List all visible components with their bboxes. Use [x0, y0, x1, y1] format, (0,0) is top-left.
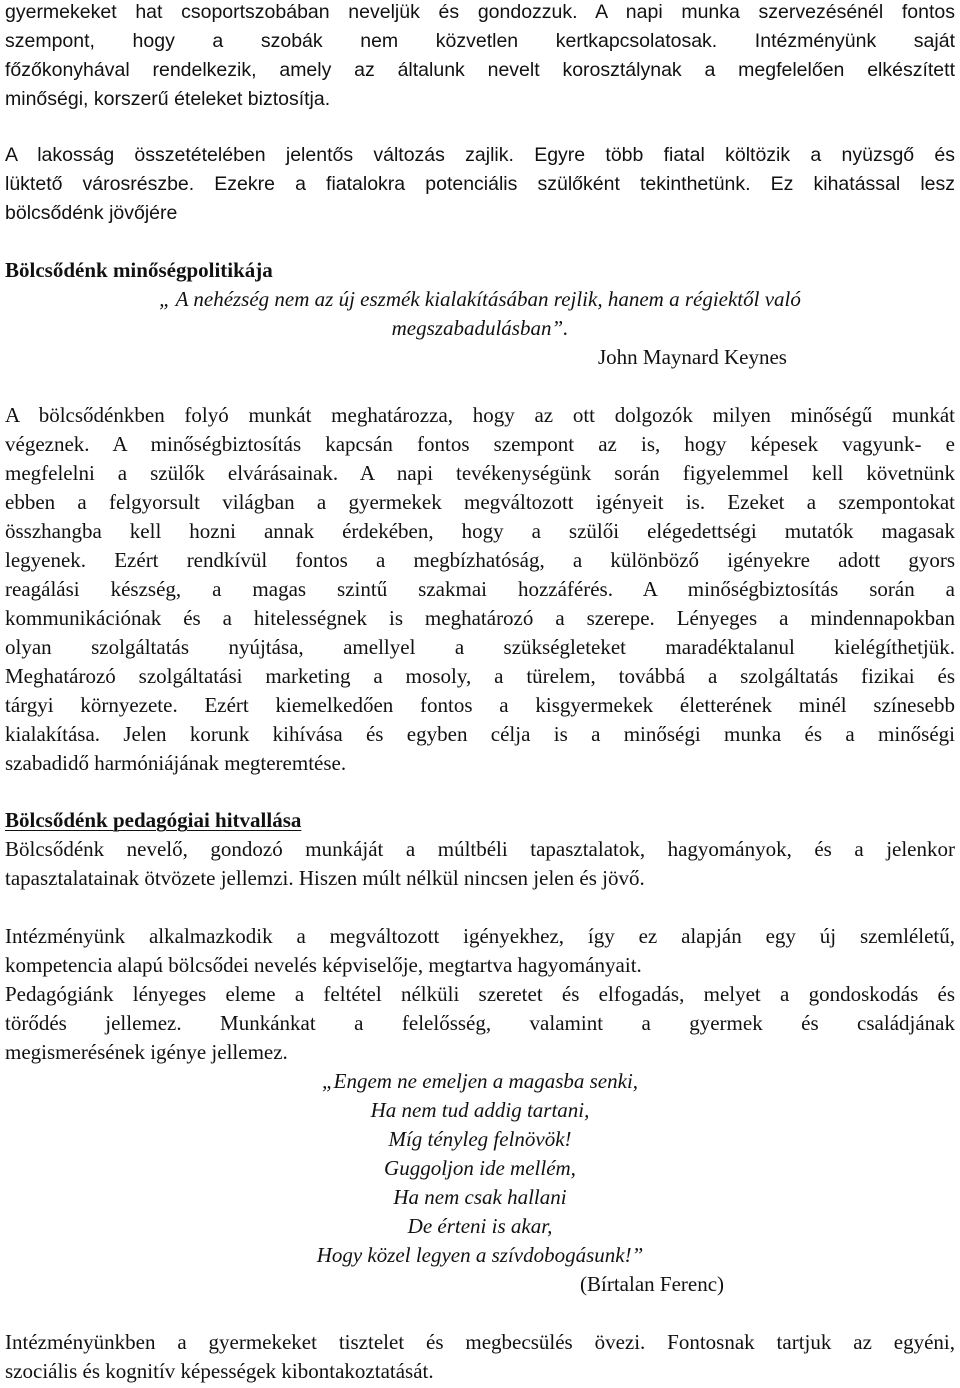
poem-line: Hogy közel legyen a szívdobogásunk!”	[316, 1243, 644, 1267]
pedagogy-heading: Bölcsődénk pedagógiai hitvallása	[5, 808, 302, 832]
keynes-quote-line: „ A nehézség nem az új eszmék kialakításában rejlik, hanem a régiektől való	[159, 287, 801, 311]
intro-line: gyermekeket hat csoportszobában neveljük és gondozzuk. A napi munka szervezésénél fontos	[5, 1, 955, 23]
keynes-quote-author: John Maynard Keynes	[598, 345, 787, 369]
pedagogy-line: Pedagógiánk lényeges eleme a feltétel nélküli szeretet és elfogadás, melyet a gondoskodás és	[5, 982, 955, 1006]
poem-line: Guggoljon ide mellém,	[384, 1156, 576, 1180]
quality-line: reagálási készség, a magas szintű szakmai hozzáférés. A minőségbiztosítás során a	[5, 577, 955, 601]
quality-line: legyenek. Ezért rendkívül fontos a megbízhatóság, a különböző igényekre adott gyors	[5, 548, 955, 572]
population-line: A lakosság összetételében jelentős változás zajlik. Egyre több fiatal költözik a nyüzsgő és	[5, 144, 955, 166]
pedagogy-line: törődés jellemez. Munkánkat a felelősség, valamint a gyermek és családjának	[5, 1011, 955, 1035]
poem-line: De érteni is akar,	[407, 1214, 553, 1238]
closing-line: szociális és kognitív képességek kibontakoztatását.	[5, 1359, 434, 1383]
quality-line: összhangba kell hozni annak érdekében, hogy a szülői elégedettségi mutatók magasak	[5, 519, 955, 543]
population-line: bölcsődénk jövőjére	[5, 202, 178, 224]
poem-line: „Engem ne emeljen a magasba senki,	[321, 1069, 639, 1093]
quality-line: kommunikációnak és a hitelességnek is meghatározó a szerepe. Lényeges a mindennapokban	[5, 606, 955, 630]
quality-line: szabadidő harmóniájának megteremtése.	[5, 751, 347, 775]
intro-line: szempont, hogy a szobák nem közvetlen kertkapcsolatosak. Intézményünk saját	[5, 30, 955, 52]
intro-line: minőségi, korszerű ételeket biztosítja.	[5, 88, 331, 110]
keynes-quote-line: megszabadulásban”.	[391, 316, 569, 340]
quality-line: végeznek. A minőségbiztosítás kapcsán fontos szempont az is, hogy képesek vagyunk- e	[5, 432, 955, 456]
quality-line: megfelelni a szülők elvárásainak. A napi tevékenységünk során figyelemmel kell követnünk	[5, 461, 955, 485]
pedagogy-line: Intézményünk alkalmazkodik a megváltozott igényekhez, így ez alapján egy új szemléletű,	[5, 924, 955, 948]
pedagogy-line: tapasztalatainak ötvözete jellemzi. Hiszen múlt nélkül nincsen jelen és jövő.	[5, 866, 645, 890]
poem-author: (Bírtalan Ferenc)	[580, 1272, 725, 1296]
quality-heading: Bölcsődénk minőségpolitikája	[5, 258, 273, 282]
quality-line: A bölcsődénkben folyó munkát meghatározza, hogy az ott dolgozók milyen minőségű munkát	[5, 403, 955, 427]
closing-line: Intézményünkben a gyermekeket tisztelet és megbecsülés övezi. Fontosnak tartjuk az egyéni,	[5, 1330, 955, 1354]
intro-line: főzőkonyhával rendelkezik, amely az általunk nevelt korosztálynak a megfelelően elkészített	[5, 59, 955, 81]
quality-line: ebben a felgyorsult világban a gyermekek megváltozott igényeit is. Ezeket a szempontokat	[5, 490, 955, 514]
quality-line: Meghatározó szolgáltatási marketing a mosoly, a türelem, továbbá a szolgáltatás fizikai és	[5, 664, 955, 688]
quality-line: olyan szolgáltatás nyújtása, amellyel a szükségleteket maradéktalanul kielégíthetjük.	[5, 635, 955, 659]
pedagogy-line: Bölcsődénk nevelő, gondozó munkáját a múltbéli tapasztalatok, hagyományok, és a jelenkor	[5, 837, 955, 861]
pedagogy-line: megismerésének igénye jellemez.	[5, 1040, 288, 1064]
poem-line: Ha nem tud addig tartani,	[370, 1098, 590, 1122]
quality-line: tárgyi környezete. Ezért kiemelkedően fontos a kisgyermekek életterének minél színesebb	[5, 693, 955, 717]
poem-line: Ha nem csak hallani	[393, 1185, 567, 1209]
pedagogy-line: kompetencia alapú bölcsődei nevelés képviselője, megtartva hagyományait.	[5, 953, 642, 977]
quality-line: kialakítása. Jelen korunk kihívása és egyben célja is a minőségi munka és a minőségi	[5, 722, 955, 746]
population-line: lüktető városrészbe. Ezekre a fiatalokra potenciális szülőként tekinthetünk. Ez kihatással lesz	[5, 173, 955, 195]
poem-line: Míg tényleg felnövök!	[388, 1127, 572, 1151]
